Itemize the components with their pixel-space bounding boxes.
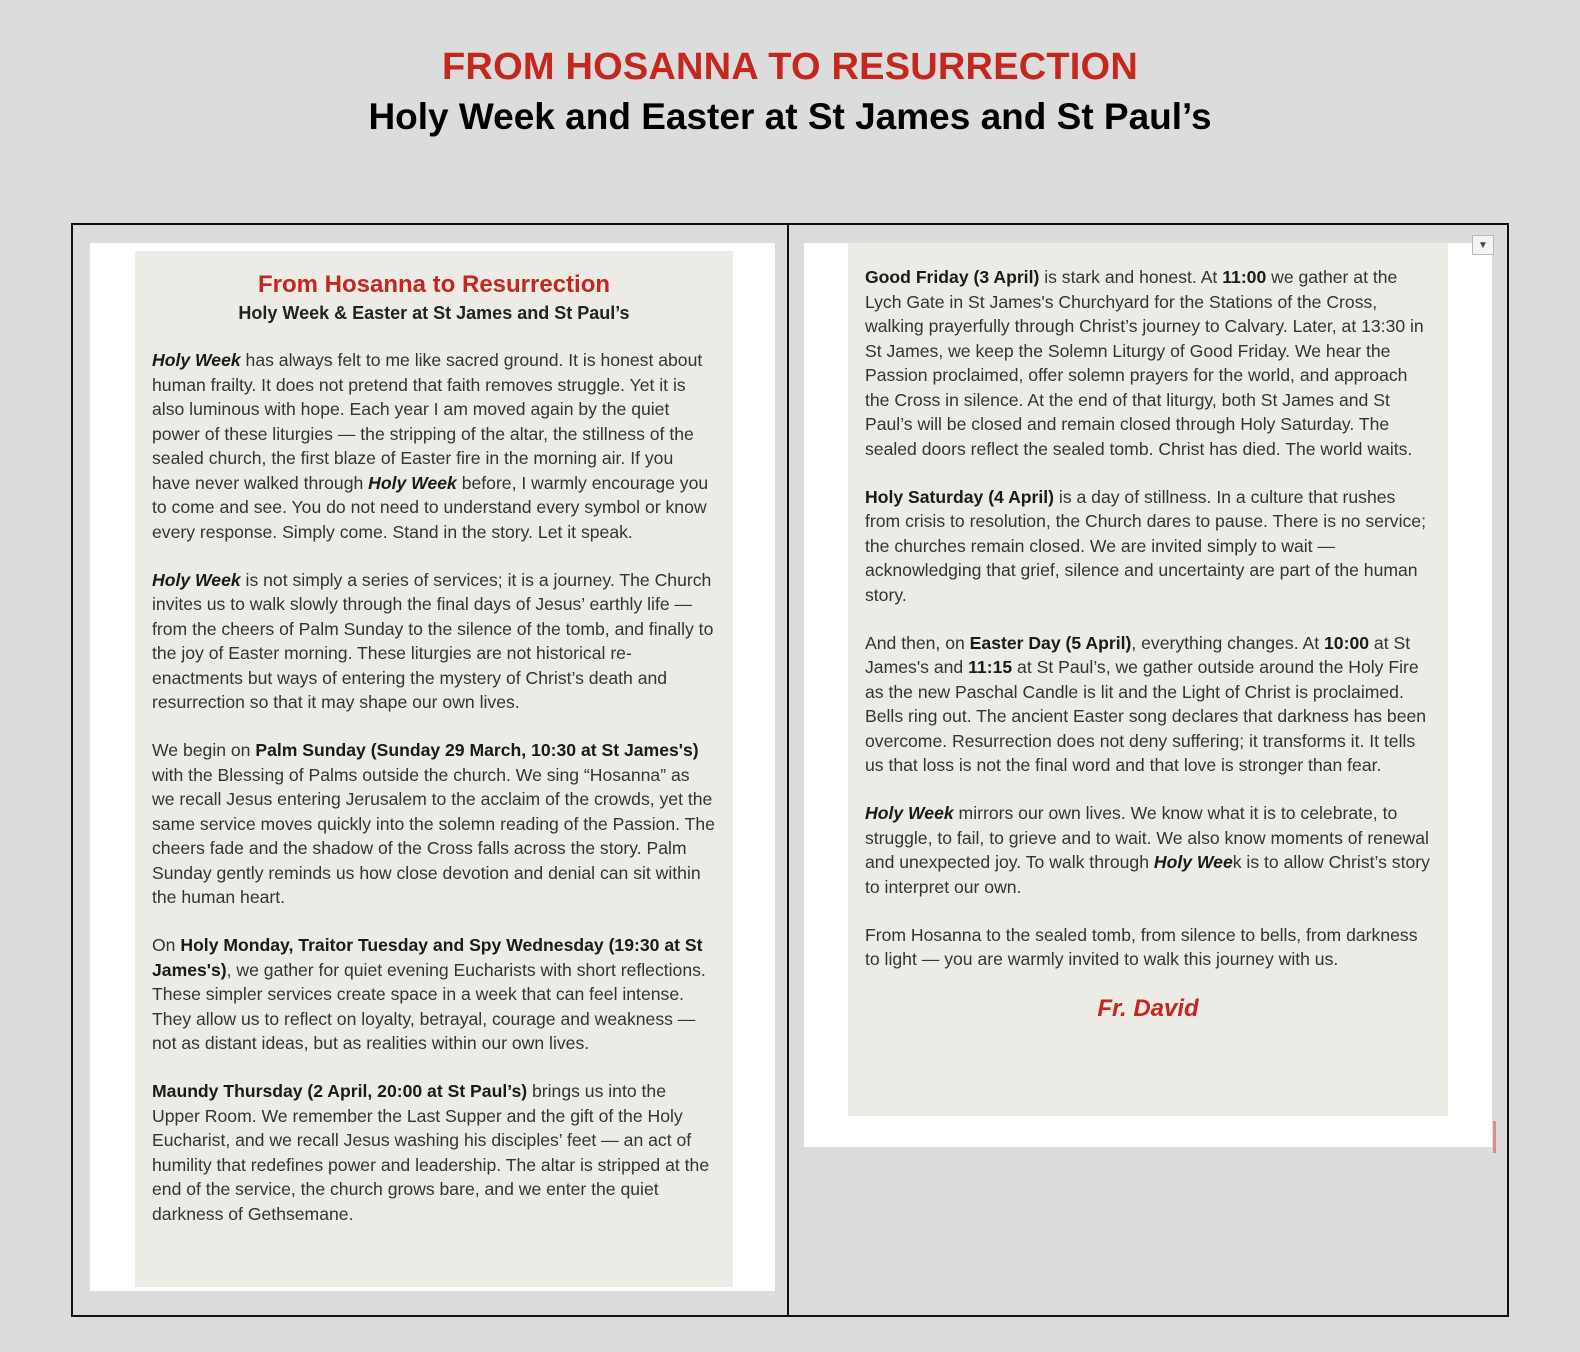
right-page-content: [848, 243, 1448, 1116]
right-page-sheet: [804, 243, 1492, 1147]
body-paragraph: [152, 933, 716, 1056]
body-paragraph: [152, 568, 716, 715]
right-page-panel: [787, 223, 1509, 1317]
paragraph-text: 11:00: [1222, 267, 1267, 287]
left-page-content: [135, 251, 733, 1287]
document-title: From Hosanna to Resurrection: [257, 271, 611, 298]
paragraph-text: Holy Week: [152, 350, 241, 370]
paragraph-text: brings us into the Upper Room. We remember the Last Supper and the gift of the Holy Eucharist, and we recall Jesus washing his disciples’ feet — an act of humility that redefines power and leadership. The altar is stripped at the end of the service, the church grows bare, and we enter the quiet darkness of Gethsemane.: [152, 1081, 710, 1224]
paragraph-text: Maundy Thursday (2 April, 20:00 at St Paul’s): [152, 1081, 528, 1101]
dropdown-button[interactable]: [1472, 235, 1494, 255]
paragraph-text: 11:15: [968, 657, 1013, 677]
paragraph-text: is not simply a series of services; it is a journey. The Church invites us to walk slowly through the final days of Jesus’ earthly life — from the cheers of Palm Sunday to the silence of the tomb, and finally to the joy of Easter morning. These liturgies are not historical re-enactments but ways of entering the mystery of Christ’s death and resurrection so that it may shape our own lives.: [152, 569, 714, 712]
paragraph-text: We begin on: [152, 740, 256, 760]
paragraph-text: Holy Saturday (4 April): [865, 486, 1055, 507]
paragraph-text: before, I warmly encourage you to come and see. You do not need to understand every symbol or know every response. Simply come. Stand in the story. Let it speak.: [152, 472, 709, 542]
paragraph-text: 10:00: [1324, 632, 1370, 653]
page-title: FROM HOSANNA TO RESURRECTION: [442, 46, 1138, 88]
body-paragraph: [152, 738, 716, 910]
chevron-down-icon: ▼: [1478, 239, 1488, 251]
left-page-sheet: [90, 243, 775, 1291]
paragraph-text: at St James's and: [865, 632, 1411, 677]
paragraph-text: Holy Week: [865, 803, 954, 823]
paragraph-text: Palm Sunday (Sunday 29 March, 10:30 at St James's): [255, 740, 699, 760]
paragraph-text: Holy Monday, Traitor Tuesday and Spy Wednesday (19:30 at St James's): [152, 935, 703, 980]
paragraph-text: , we gather for quiet evening Eucharists with short reflections. These simpler services create space in a week that can feel intense. They allow us to reflect on loyalty, betrayal, courage and weakness — not as distant ideas, but as realities within our own lives.: [152, 959, 706, 1053]
paragraph-text: we gather at the Lych Gate in St James's Churchyard for the Stations of the Cross, walking prayerfully through Christ’s journey to Calvary. Later, at 13:30 in St James, we keep the Solemn Liturgy of Good Friday. We hear the Passion proclaimed, offer solemn prayers for the world, and approach the Cross in silence. At the end of that liturgy, both St James and St Paul’s will be closed and remain closed through Holy Saturday. The sealed doors reflect the sealed tomb. Christ has died. The world waits.: [865, 267, 1424, 459]
paragraph-text: with the Blessing of Palms outside the church. We sing “Hosanna” as we recall Jesus entering Jerusalem to the acclaim of the crowds, yet the same service moves quickly into the solemn reading of the Passion. The cheers fade and the shadow of the Cross falls across the story. Palm Sunday gently reminds us how close devotion and denial can sit within the human heart.: [152, 764, 715, 907]
body-paragraph: [865, 485, 1431, 608]
page-subtitle: Holy Week and Easter at St James and St Paul’s: [368, 96, 1212, 137]
body-paragraph: [865, 801, 1431, 899]
left-paragraphs: [152, 348, 716, 1226]
paragraph-text: And then, on: [865, 632, 970, 653]
paragraph-text: , everything changes. At: [1131, 632, 1325, 653]
body-paragraph: [865, 265, 1431, 461]
document-subtitle: Holy Week & Easter at St James and St Paul’s: [238, 303, 630, 323]
paragraph-text: k is to allow Christ’s story to interpret our own.: [865, 852, 1430, 897]
paragraph-text: From Hosanna to the sealed tomb, from silence to bells, from darkness to light — you are warmly invited to walk this journey with us.: [865, 924, 1418, 969]
body-paragraph: [865, 923, 1431, 972]
paragraph-text: is stark and honest. At: [1039, 267, 1223, 287]
paragraph-text: is a day of stillness. In a culture that rushes from crisis to resolution, the Church dares to pause. There is no service; the churches remain closed. We are invited simply to wait — acknowledging that grief, silence and uncertainty are part of the human story.: [865, 486, 1426, 605]
body-paragraph: [152, 1079, 716, 1226]
paragraph-text: at St Paul’s, we gather outside around the Holy Fire as the new Paschal Candle is lit and the Light of Christ is proclaimed. Bells ring out. The ancient Easter song declares that darkness has been overcome. Resurrection does not deny suffering; it transforms it. It tells us that loss is not the final word and that love is stronger than fear.: [865, 657, 1427, 775]
paragraph-text: mirrors our own lives. We know what it is to celebrate, to struggle, to fail, to grieve and to wait. We also know moments of renewal and unexpected joy. To walk through: [865, 803, 1429, 872]
paragraph-text: has always felt to me like sacred ground. It is honest about human frailty. It does not pretend that faith removes struggle. Yet it is also luminous with hope. Each year I am moved again by the quiet power of these liturgies — the stripping of the altar, the stillness of the sealed church, the first blaze of Easter fire in the morning air. If you have never walked through: [152, 350, 703, 493]
paragraph-text: Holy Wee: [1153, 852, 1233, 872]
signature: Fr. David: [1097, 995, 1199, 1022]
paragraph-text: Holy Week: [368, 472, 457, 493]
paragraph-text: Easter Day (5 April): [969, 632, 1132, 653]
scrollbar-thumb[interactable]: [1493, 1121, 1496, 1153]
body-paragraph: [865, 631, 1431, 778]
body-paragraph: [152, 348, 716, 544]
paragraph-text: On: [152, 935, 181, 955]
right-paragraphs: [865, 265, 1431, 972]
paragraph-text: Holy Week: [152, 569, 241, 590]
paragraph-text: Good Friday (3 April): [865, 267, 1040, 287]
left-page-panel: [71, 223, 789, 1317]
